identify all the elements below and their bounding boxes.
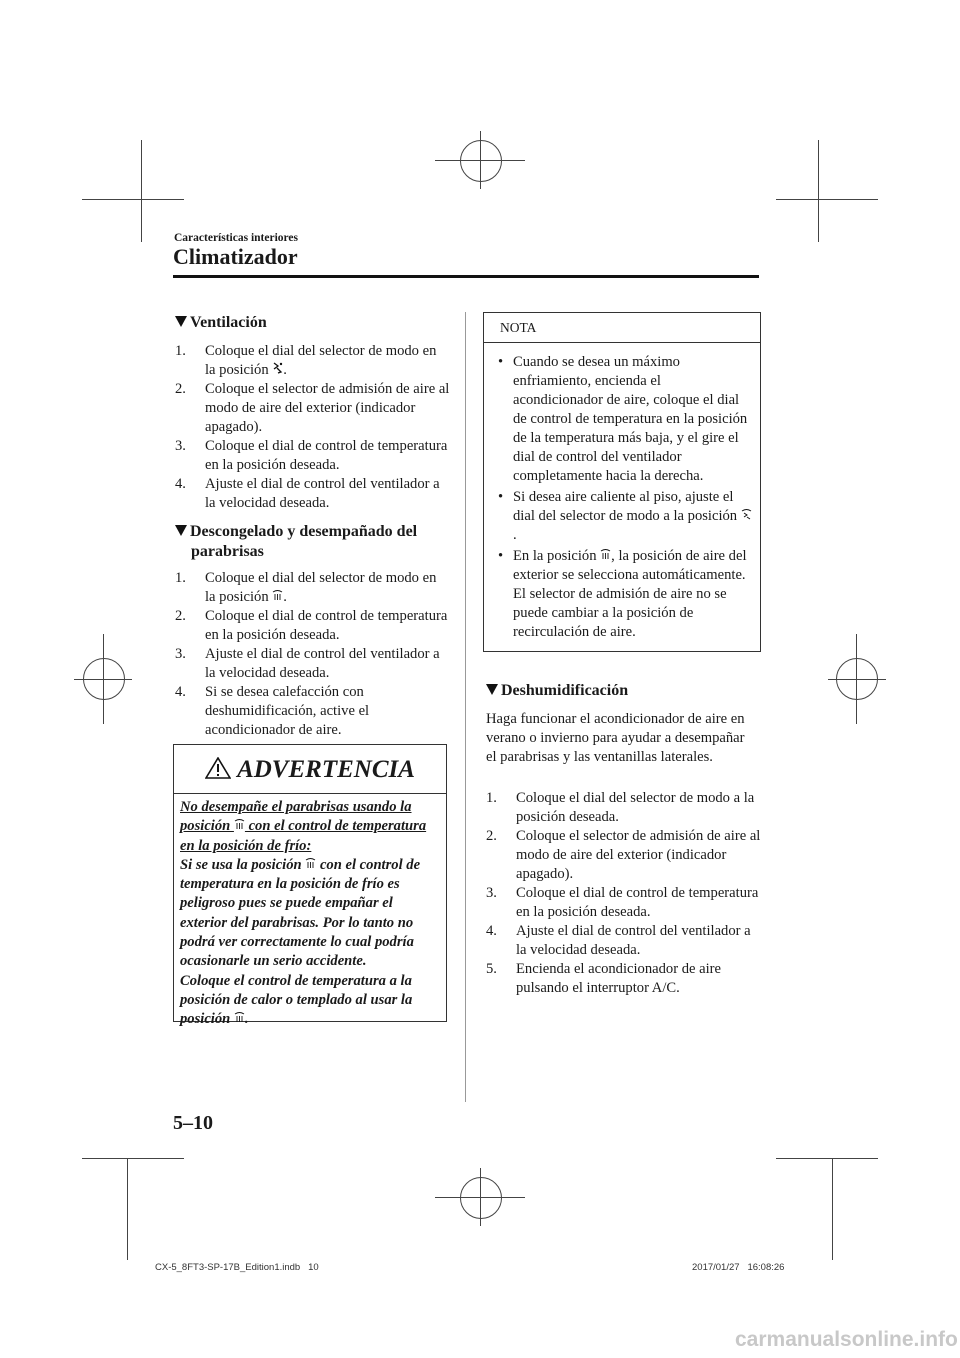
step-text: Coloque el dial del selector de modo a la posición deseada. <box>516 790 755 825</box>
list-item <box>486 960 761 998</box>
warning-title: ADVERTENCIA <box>174 745 446 794</box>
step-text: Coloque el dial del selector de modo en la posición <box>205 570 437 605</box>
note-item <box>496 353 754 486</box>
list-item <box>486 827 761 884</box>
list-item <box>486 789 761 827</box>
step-text-suffix: . <box>283 362 287 378</box>
deshumidificacion-steps <box>486 789 761 998</box>
step-number: 3. <box>486 885 497 901</box>
deshumidificacion-intro: Haga funcionar el acondicionador de aire en verano o invierno para ayudar a desempañar el parabrisas y las ventanillas laterales. <box>486 711 745 765</box>
step-number: 4. <box>175 684 186 700</box>
step-text: Coloque el dial de control de temperatura en la posición deseada. <box>205 608 448 643</box>
timestamp: 2017/01/27 16:08:26 <box>692 1262 785 1273</box>
defroster-icon <box>272 589 283 601</box>
watermark: carmanualsonline.info <box>735 1328 958 1351</box>
section-triangle-icon <box>175 525 187 536</box>
ventilacion-heading: Ventilación <box>175 313 267 333</box>
defroster-icon <box>600 548 611 560</box>
warning-box <box>173 744 447 1028</box>
step-text: Coloque el dial de control de temperatura en la posición deseada. <box>205 438 448 473</box>
defroster-icon <box>234 818 245 830</box>
floor-defrost-icon <box>741 508 752 520</box>
face-vent-icon <box>272 362 283 374</box>
note-text-suffix: . <box>513 527 517 543</box>
bullet-icon: • <box>498 548 504 564</box>
list-item <box>175 569 450 607</box>
step-text: Ajuste el dial de control del ventilador a la velocidad deseada. <box>205 476 440 511</box>
note-title: NOTA <box>484 313 760 343</box>
ventilacion-steps <box>175 342 450 513</box>
step-number: 2. <box>175 608 186 624</box>
warning-triangle-icon <box>205 757 231 779</box>
step-number: 3. <box>175 438 186 454</box>
list-item <box>175 683 450 740</box>
descongelado-steps <box>175 569 450 740</box>
section-triangle-icon <box>175 316 187 327</box>
note-item <box>496 547 754 642</box>
bullet-icon: • <box>498 489 504 505</box>
note-box <box>483 312 761 652</box>
list-item <box>175 437 450 475</box>
header-rule <box>173 275 759 278</box>
step-text: Coloque el selector de admisión de aire al modo de aire del exterior (indicador apagado). <box>205 381 450 435</box>
note-bullets <box>496 353 754 644</box>
step-text: Si se desea calefacción con deshumidificación, active el acondicionador de aire. <box>205 684 370 738</box>
note-text-suffix: , la posición de aire del exterior se selecciona automáticamente. El selector de admisión de aire no se puede cambiar a la posición de recirculación de aire. <box>513 548 747 640</box>
defroster-icon <box>234 1011 245 1023</box>
step-text: Ajuste el dial de control del ventilador a la velocidad deseada. <box>516 923 751 958</box>
descongelado-heading: Descongelado y desempañado del parabrisas <box>175 522 417 562</box>
list-item <box>486 884 761 922</box>
list-item <box>175 475 450 513</box>
file-info: CX-5_8FT3-SP-17B_Edition1.indb 10 <box>155 1262 319 1273</box>
note-text: Si desea aire caliente al piso, ajuste el dial del selector de modo a la posición <box>513 489 741 524</box>
list-item <box>175 380 450 437</box>
list-item <box>175 645 450 683</box>
step-text: Coloque el dial del selector de modo en la posición <box>205 343 437 378</box>
step-number: 2. <box>175 381 186 397</box>
step-number: 2. <box>486 828 497 844</box>
page-number: 5–10 <box>173 1112 213 1134</box>
bullet-icon: • <box>498 354 504 370</box>
step-number: 4. <box>486 923 497 939</box>
note-item <box>496 488 754 545</box>
step-number: 3. <box>175 646 186 662</box>
step-number: 4. <box>175 476 186 492</box>
step-text: Encienda el acondicionador de aire pulsando el interruptor A/C. <box>516 961 722 996</box>
section-triangle-icon <box>486 684 498 695</box>
step-text: Coloque el selector de admisión de aire al modo de aire del exterior (indicador apagado). <box>516 828 761 882</box>
defroster-icon <box>305 857 316 869</box>
chapter-label: Características interiores <box>174 232 299 244</box>
list-item <box>175 342 450 380</box>
step-number: 5. <box>486 961 497 977</box>
step-text: Ajuste el dial de control del ventilador a la velocidad deseada. <box>205 646 440 681</box>
step-text: Coloque el dial de control de temperatura en la posición deseada. <box>516 885 759 920</box>
step-text-suffix: . <box>283 589 287 605</box>
note-text: En la posición <box>513 548 601 564</box>
step-number: 1. <box>175 570 186 586</box>
deshumidificacion-heading: Deshumidificación <box>486 681 628 701</box>
list-item <box>175 607 450 645</box>
step-number: 1. <box>486 790 497 806</box>
column-divider <box>465 312 466 1102</box>
list-item <box>486 922 761 960</box>
warning-body: No desempañe el parabrisas usando la posición con el control de temperatura en la posición de frío: Si se usa la posición con el control de temperatura en la posición de frío es peligroso pues se puede empañar el exterior del parabrisas. Por lo tanto no podrá ver correctamente lo cual podría ocasionarle un serio accidente. Coloque el control de temperatura a la posición de calor o templado al usar la posición . <box>180 799 427 1028</box>
page-title: Climatizador <box>173 244 298 269</box>
step-number: 1. <box>175 343 186 359</box>
note-text: Cuando se desea un máximo enfriamiento, encienda el acondicionador de aire, coloque el dial de control de temperatura en la posición de la temperatura más baja, y el gire el dial de control del ventilador completamente hacia la derecha. <box>513 354 748 484</box>
